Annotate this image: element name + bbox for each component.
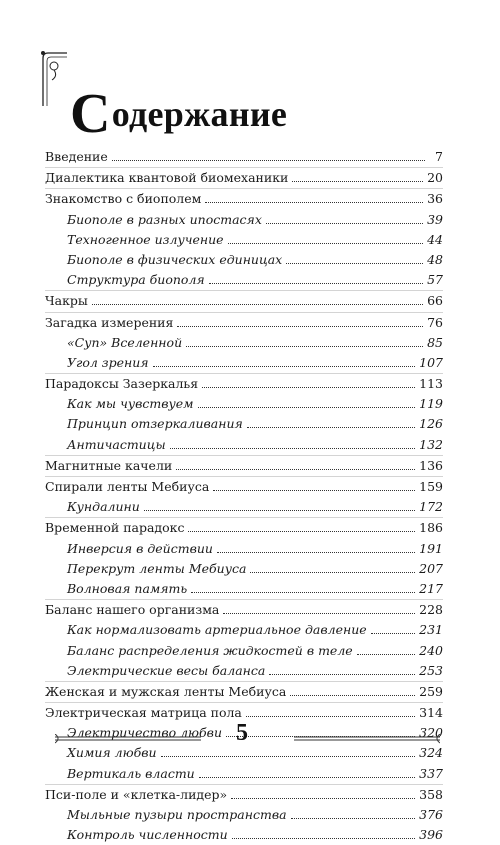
toc-entry-page: 7 [435, 149, 443, 164]
toc-entry-page: 376 [419, 807, 443, 822]
toc-entry-page: 231 [419, 622, 443, 638]
title-rest: одержание [111, 94, 288, 134]
toc-entry-label: «Суп» Вселенной [67, 334, 183, 350]
toc-subentry [45, 641, 443, 661]
toc-subentry [45, 497, 443, 517]
dot-leader [290, 694, 415, 696]
toc-entry [45, 167, 443, 188]
toc-subentry [45, 805, 443, 825]
toc-entry-page: 48 [427, 251, 443, 267]
toc-entry-label: Женская и мужская ленты Мебиуса [45, 683, 287, 699]
toc-entry-label: Вертикаль власти [67, 765, 195, 781]
toc-subentry [45, 661, 443, 681]
footer-ornament-right-icon [290, 734, 440, 744]
toc-subentry [45, 539, 443, 559]
toc-entry-label: Химия любви [67, 745, 157, 761]
toc-entry-page: 136 [419, 457, 443, 473]
toc-subentry [45, 230, 443, 250]
toc-entry [45, 784, 443, 805]
dot-leader [213, 489, 415, 491]
toc-entry-page: 314 [419, 705, 443, 721]
toc-entry-page: 253 [419, 662, 443, 678]
toc-entry-page: 337 [419, 765, 443, 781]
toc-entry-label: Электрические весы баланса [67, 662, 266, 678]
dot-leader [170, 447, 416, 449]
toc-entry-page: 113 [419, 376, 443, 392]
page-title [70, 82, 287, 146]
toc-entry-page: 66 [427, 293, 443, 309]
toc-subentry [45, 210, 443, 230]
page-number: 5 [236, 720, 248, 746]
footer-ornament-left-icon [55, 734, 205, 744]
toc-entry-label: Биополе в физических единицах [67, 251, 283, 267]
toc-entry-page: 57 [427, 272, 443, 288]
dot-leader [247, 426, 415, 428]
toc-entry-label: Античастицы [67, 436, 166, 452]
toc-entry-page: 186 [419, 520, 443, 536]
toc-entry-label: Магнитные качели [45, 457, 173, 473]
toc-entry-label: Электричество любви [67, 725, 223, 741]
dot-leader [266, 222, 423, 224]
toc-entry-page: 44 [427, 231, 443, 247]
toc-entry-page: 358 [419, 786, 443, 802]
toc-entry-page: 76 [427, 314, 443, 330]
dot-leader [250, 571, 415, 573]
toc-entry [45, 147, 443, 167]
dot-leader [371, 632, 415, 634]
dot-leader [286, 262, 423, 264]
toc-entry [45, 681, 443, 702]
dot-leader [112, 159, 425, 161]
toc-entry-label: Перекрут ленты Мебиуса [67, 560, 247, 576]
toc-entry-label: Временной парадокс [45, 520, 185, 536]
toc-entry-page: 324 [419, 745, 443, 761]
toc-entry-label: Техногенное излучение [67, 231, 224, 247]
toc-entry [45, 455, 443, 476]
toc-entry-label: Электрическая матрица пола [45, 705, 242, 721]
toc-entry-label: Чакры [45, 293, 88, 309]
dot-leader [188, 530, 415, 532]
toc-entry-page: 132 [419, 436, 443, 452]
toc-entry-page: 320 [419, 725, 443, 741]
toc-entry-page: 396 [419, 827, 443, 843]
toc-entry-label: Волновая память [67, 580, 188, 596]
dot-leader [92, 303, 423, 305]
toc-subentry [45, 825, 443, 845]
toc-entry-label: Пси-поле и «клетка-лидер» [45, 786, 228, 802]
dot-leader [246, 715, 415, 717]
toc-entry-page: 85 [427, 334, 443, 350]
dot-leader [357, 653, 415, 655]
dot-leader [231, 797, 415, 799]
toc-subentry [45, 250, 443, 270]
dot-leader [217, 551, 415, 553]
toc-entry-label: Спирали ленты Мебиуса [45, 479, 210, 494]
toc-entry [45, 312, 443, 333]
toc-entry [45, 599, 443, 620]
dot-leader [161, 755, 416, 757]
toc-entry-page: 217 [419, 580, 443, 596]
toc-subentry [45, 764, 443, 784]
toc-entry-label: Парадоксы Зазеркалья [45, 376, 199, 392]
toc-entry-label: Мыльные пузыри пространства [67, 807, 287, 822]
title-initial: С [70, 83, 111, 145]
toc-entry-label: Контроль численности [67, 827, 228, 843]
toc-entry-page: 20 [427, 170, 443, 186]
dot-leader [153, 365, 416, 367]
toc-entry-page: 36 [427, 191, 443, 207]
toc-subentry [45, 333, 443, 353]
toc-entry-page: 172 [419, 499, 443, 515]
dot-leader [209, 282, 423, 284]
toc-entry-label: Принцип отзеркаливания [67, 416, 243, 432]
toc-subentry [45, 559, 443, 579]
toc-entry-label: Кундалини [67, 499, 140, 515]
toc-entry-page: 240 [419, 642, 443, 658]
toc-entry [45, 290, 443, 311]
toc-subentry [45, 394, 443, 414]
toc-entry-page: 119 [419, 396, 443, 412]
toc-subentry [45, 353, 443, 373]
toc-entry-page: 228 [419, 602, 443, 618]
dot-leader [144, 509, 415, 511]
dot-leader [228, 242, 424, 244]
toc-entry-page: 191 [419, 540, 443, 556]
toc-entry-label: Введение [45, 149, 108, 164]
toc-entry-label: Баланс нашего организма [45, 602, 220, 618]
toc-entry-label: Биополе в разных ипостасях [67, 211, 262, 227]
dot-leader [177, 325, 423, 327]
toc-entry-label: Угол зрения [67, 354, 149, 370]
toc-entry-label: Инверсия в действии [67, 540, 213, 556]
dot-leader [291, 817, 416, 819]
toc-entry-label: Как мы чувствуем [67, 396, 194, 412]
toc-entry [45, 373, 443, 394]
toc-entry [45, 476, 443, 497]
dot-leader [202, 386, 415, 388]
toc-entry [45, 517, 443, 538]
toc-entry-label: Структура биополя [67, 272, 205, 288]
toc-subentry [45, 414, 443, 434]
dot-leader [269, 673, 415, 675]
toc-entry-page: 207 [419, 560, 443, 576]
toc-entry-label: Загадка измерения [45, 314, 174, 330]
toc-entry [45, 188, 443, 209]
toc-entry-page: 259 [419, 683, 443, 699]
toc-entry-page: 126 [419, 416, 443, 432]
toc-subentry [45, 435, 443, 455]
dot-leader [232, 837, 416, 839]
dot-leader [198, 406, 416, 408]
toc-subentry [45, 270, 443, 290]
toc-subentry [45, 579, 443, 599]
toc-entry-label: Диалектика квантовой биомеханики [45, 170, 289, 186]
toc-subentry [45, 620, 443, 640]
toc-entry-label: Баланс распределения жидкостей в теле [67, 642, 353, 658]
toc-entry-label: Как нормализовать артериальное давление [67, 622, 367, 638]
dot-leader [186, 345, 423, 347]
toc-entry-label: Знакомство с биополем [45, 191, 202, 207]
toc-entry-page: 107 [419, 354, 443, 370]
dot-leader [223, 612, 415, 614]
toc-entry-page: 159 [419, 479, 443, 494]
dot-leader [205, 201, 423, 203]
dot-leader [191, 591, 415, 593]
dot-leader [292, 180, 423, 182]
toc-entry-page: 39 [427, 211, 443, 227]
corner-ornament-icon [40, 50, 70, 108]
dot-leader [176, 468, 415, 470]
